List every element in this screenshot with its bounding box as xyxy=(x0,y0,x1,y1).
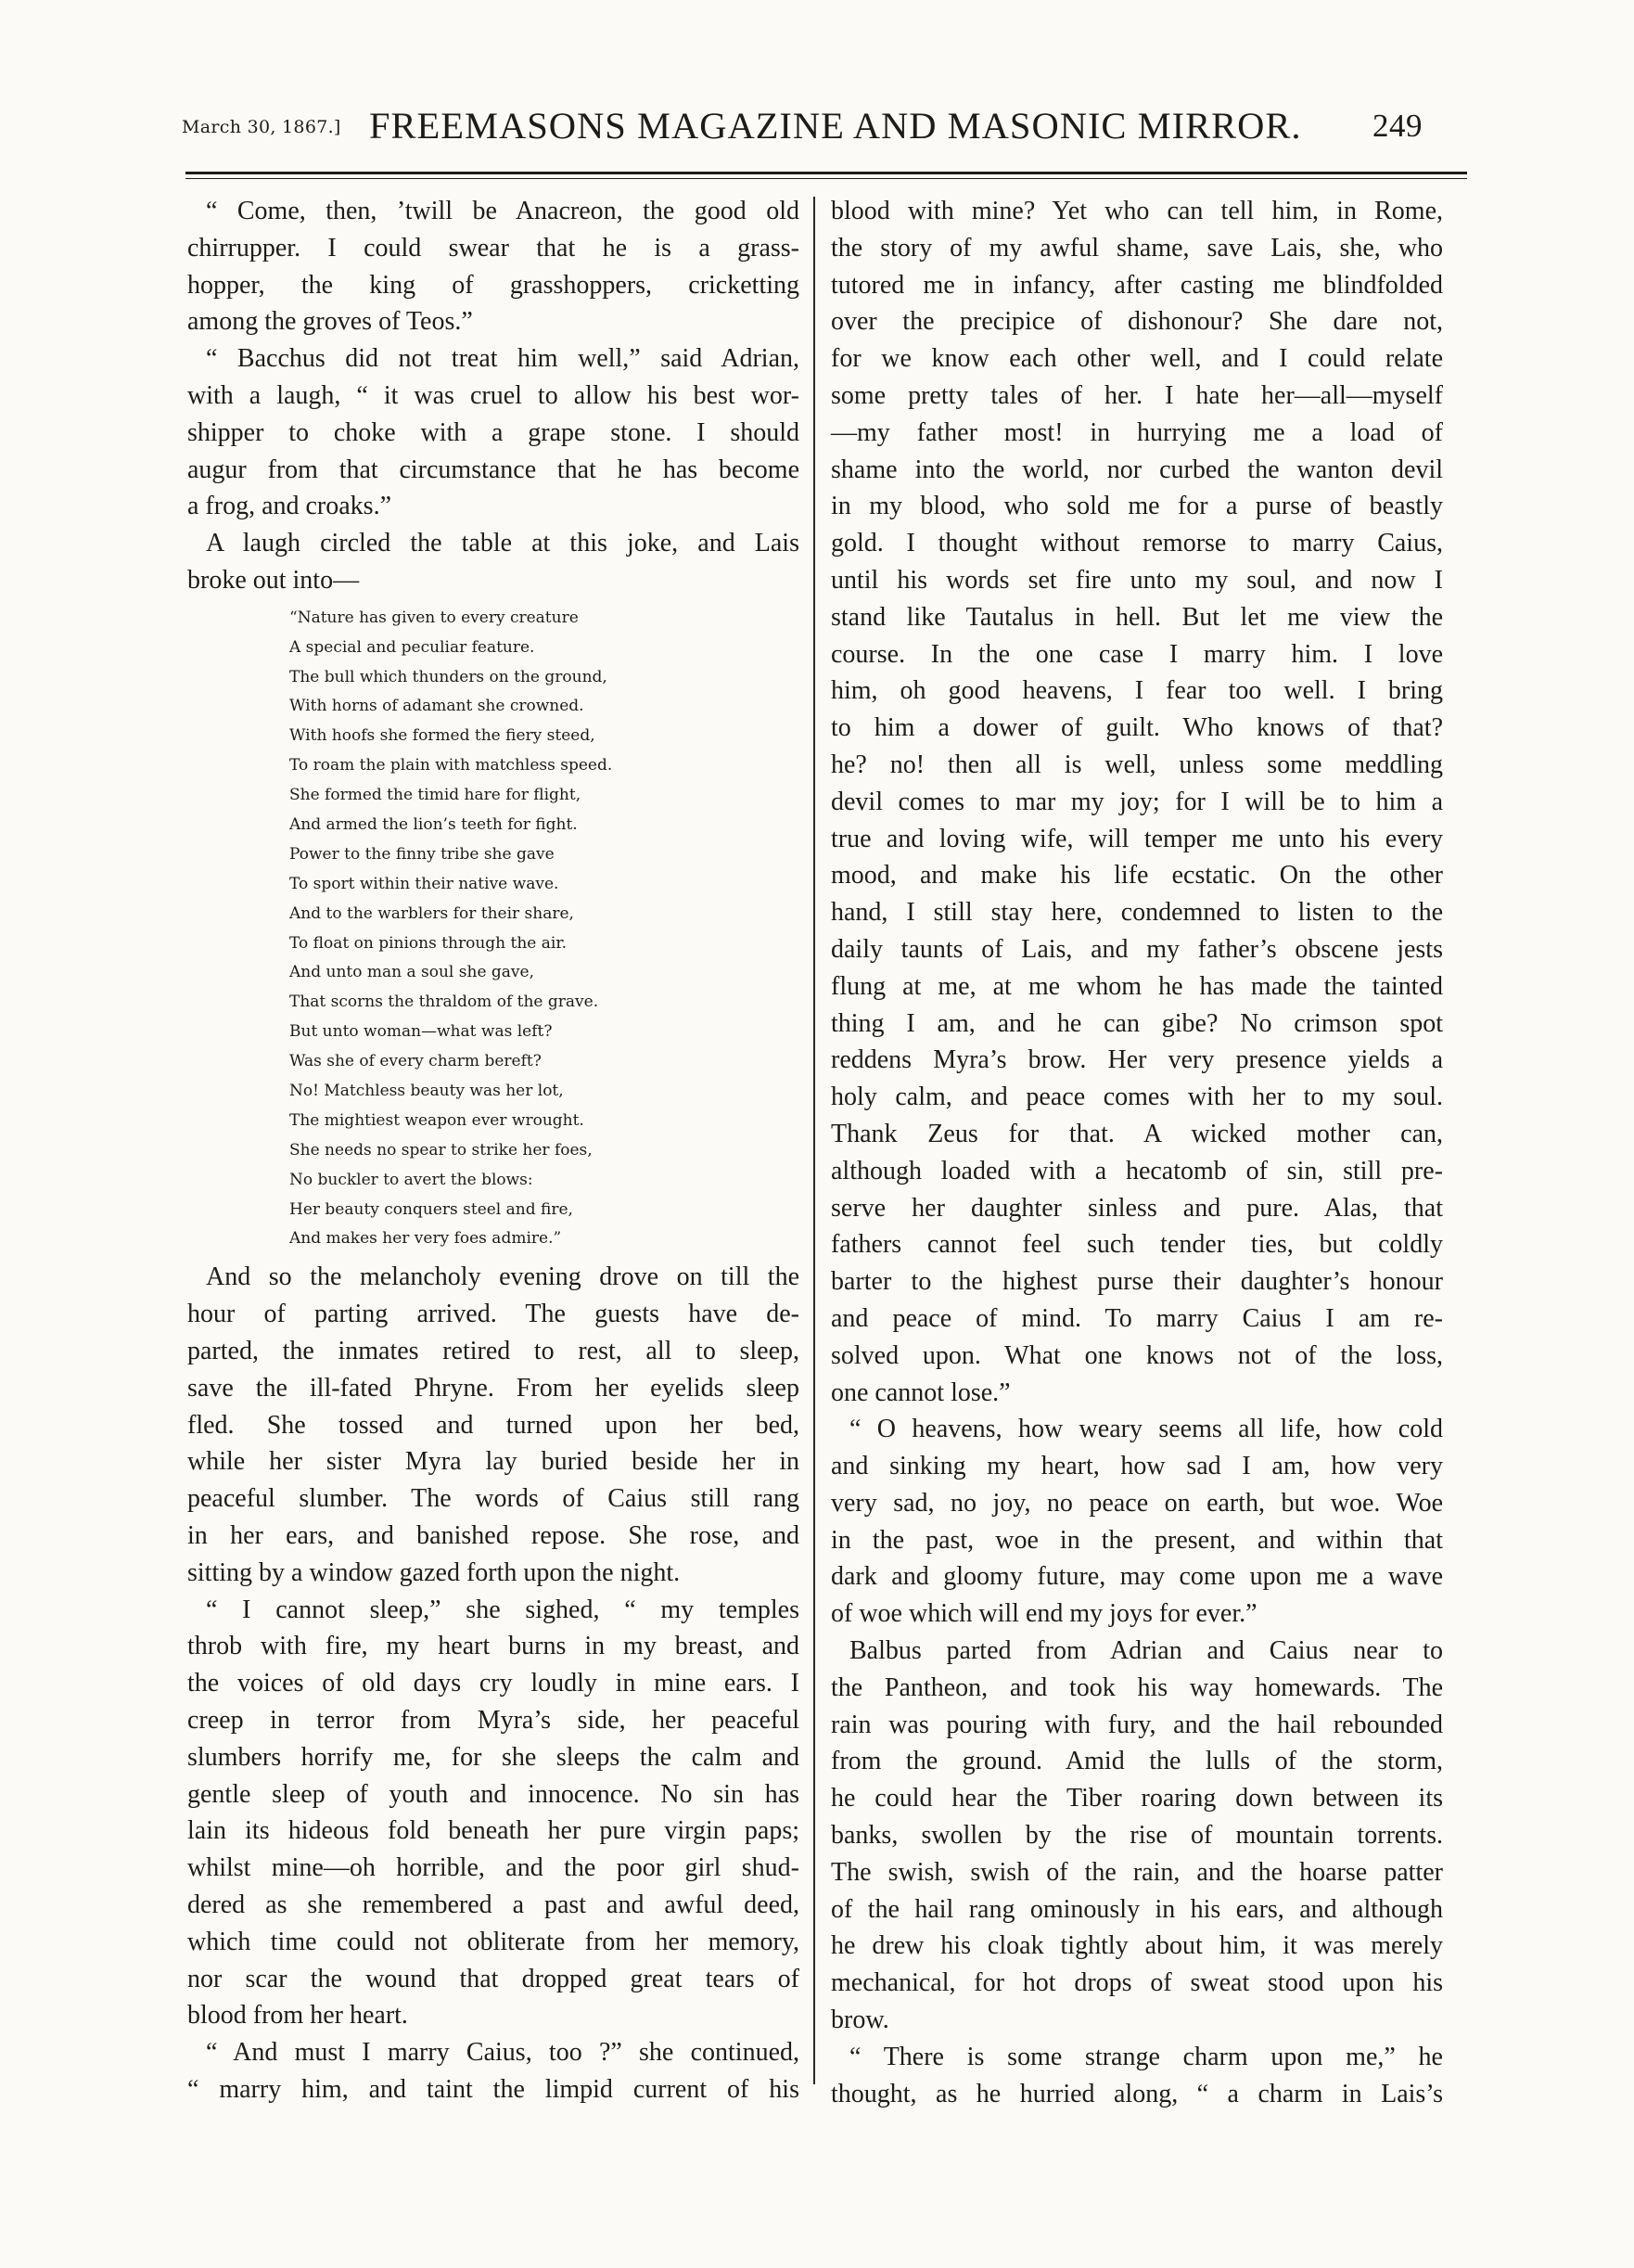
text-line: dered as she remembered a past and awful deed, xyxy=(187,1890,799,1919)
poem-line: She needs no spear to strike her foes, xyxy=(289,1140,593,1160)
text-line: nor scar the wound that dropped great tears of xyxy=(187,1964,799,1993)
text-line: thing I am, and he can gibe? No crimson spot xyxy=(831,1008,1443,1038)
poem-line: To roam the plain with matchless speed. xyxy=(289,756,613,775)
poem-line: To sport within their native wave. xyxy=(289,874,559,893)
text-line: whilst mine—oh horrible, and the poor girl shud- xyxy=(187,1853,799,1883)
poem-line: And armed the lion’s teeth for fight. xyxy=(289,815,578,834)
text-line: he drew his cloak tightly about him, it was merely xyxy=(831,1931,1443,1961)
text-line: mood, and make his life ecstatic. On the other xyxy=(831,861,1443,891)
text-line: for we know each other well, and I could relate xyxy=(831,344,1443,374)
page-number: 249 xyxy=(1372,108,1423,144)
text-line: blood with mine? Yet who can tell him, in Rome, xyxy=(831,197,1443,225)
text-line: stand like Tautalus in hell. But let me view the xyxy=(831,602,1443,632)
text-line: daily taunts of Lais, and my father’s obscene jests xyxy=(831,934,1443,964)
poem-line: The bull which thunders on the ground, xyxy=(289,667,607,686)
text-line: in my blood, who sold me for a purse of beastly xyxy=(831,492,1443,521)
text-line: mechanical, for hot drops of sweat stood upon his xyxy=(831,1968,1443,1998)
text-line: “ Bacchus did not treat him well,” said Adrian, xyxy=(206,344,799,374)
poem-line: She formed the timid hare for flight, xyxy=(289,786,581,805)
text-line: holy calm, and peace comes with her to my soul. xyxy=(831,1083,1443,1112)
text-line: he? no! then all is well, unless some meddling xyxy=(831,750,1443,779)
text-line: The swish, swish of the rain, and the hoarse patter xyxy=(831,1857,1443,1887)
text-line: “ There is some strange charm upon me,” he xyxy=(849,2042,1443,2071)
text-line: the voices of old days cry loudly in mine ears. I xyxy=(187,1669,799,1698)
poem-line: The mightiest weapon ever wrought. xyxy=(289,1110,584,1130)
poem-line: No! Matchless beauty was her lot, xyxy=(289,1082,564,1101)
poem-line: “Nature has given to every creature xyxy=(289,608,579,627)
text-line: fathers cannot feel such tender ties, but coldly xyxy=(831,1230,1443,1260)
text-line: —my father most! in hurrying me a load of xyxy=(831,417,1443,447)
text-line: the Pantheon, and took his way homewards. The xyxy=(831,1672,1443,1702)
text-line: serve her daughter sinless and pure. Alas, that xyxy=(831,1193,1443,1223)
text-line: thought, as he hurried along, “ a charm in Lais’s xyxy=(831,2079,1443,2108)
poem-line: With horns of adamant she crowned. xyxy=(289,697,584,716)
text-line: solved upon. What one knows not of the loss, xyxy=(831,1340,1443,1370)
text-line: dark and gloomy future, may come upon me a wave xyxy=(831,1562,1443,1592)
poem-line: Power to the finny tribe she gave xyxy=(289,844,555,864)
text-line: “ marry him, and taint the limpid current of his xyxy=(187,2074,799,2104)
text-line: while her sister Myra lay buried beside her in xyxy=(187,1447,799,1477)
text-line: sitting by a window gazed forth upon the night. xyxy=(187,1557,681,1587)
text-line: slumbers horrify me, for she sleeps the calm and xyxy=(187,1742,799,1772)
text-line: broke out into— xyxy=(187,565,360,595)
paragraph xyxy=(187,1592,799,2035)
poem-line: No buckler to avert the blows: xyxy=(289,1170,533,1189)
page-header xyxy=(0,0,1634,186)
text-line: and sinking my heart, how sad I am, how very xyxy=(831,1452,1443,1481)
text-line: very sad, no joy, no peace on earth, but woe. Woe xyxy=(831,1488,1443,1518)
text-line: true and loving wife, will temper me unto his every xyxy=(831,824,1443,853)
text-line: course. In the one case I marry him. I love xyxy=(831,639,1443,669)
text-line: gentle sleep of youth and innocence. No sin has xyxy=(187,1779,799,1809)
text-line: some pretty tales of her. I hate her—all—myself xyxy=(831,380,1443,410)
poem-line: That scorns the thraldom of the grave. xyxy=(289,993,599,1012)
text-line: him, oh good heavens, I fear too well. I bring xyxy=(831,676,1443,706)
text-line: tutored me in infancy, after casting me blindfolded xyxy=(831,270,1443,300)
text-line: “ I cannot sleep,” she sighed, “ my temples xyxy=(206,1595,799,1624)
paragraph xyxy=(187,525,799,599)
text-line: although loaded with a hecatomb of sin, still pre- xyxy=(831,1156,1443,1185)
text-line: parted, the inmates retired to rest, all to sleep, xyxy=(187,1336,799,1365)
text-line: in her ears, and banished repose. She rose, and xyxy=(187,1520,799,1550)
paragraph xyxy=(187,1259,799,1591)
text-line: among the groves of Teos.” xyxy=(187,307,473,337)
text-line: rain was pouring with fury, and the hail rebounded xyxy=(831,1710,1443,1739)
text-line: brow. xyxy=(831,2005,889,2035)
poem-line: And makes her very foes admire.” xyxy=(289,1229,562,1249)
paragraph xyxy=(187,2034,799,2108)
text-line: from the ground. Amid the lulls of the storm, xyxy=(831,1747,1443,1776)
text-line: barter to the highest purse their daughter’s honour xyxy=(831,1267,1443,1297)
text-line: and peace of mind. To marry Caius I am re- xyxy=(831,1303,1443,1333)
header-rule xyxy=(185,172,1467,174)
column-divider xyxy=(813,197,815,2084)
text-line: banks, swollen by the rise of mountain torrents. xyxy=(831,1821,1443,1851)
text-line: Thank Zeus for that. A wicked mother can, xyxy=(831,1119,1443,1148)
text-line: of woe which will end my joys for ever.” xyxy=(831,1599,1257,1629)
text-line: with a laugh, “ it was cruel to allow his best wor- xyxy=(187,380,799,410)
issue-date: March 30, 1867.] xyxy=(182,117,341,137)
poem xyxy=(289,604,799,1255)
text-line: of the hail rang ominously in his ears, and although xyxy=(831,1894,1443,1924)
text-line: peaceful slumber. The words of Caius still rang xyxy=(187,1484,799,1514)
text-line: “ Come, then, ’twill be Anacreon, the good old xyxy=(206,197,799,225)
publication-title: FREEMASONS MAGAZINE AND MASONIC MIRROR. xyxy=(369,105,1302,147)
text-line: throb with fire, my heart burns in my breast, and xyxy=(187,1632,799,1661)
text-line: hand, I still stay here, condemned to listen to the xyxy=(831,898,1443,928)
text-line: shame into the world, nor curbed the wanton devil xyxy=(831,455,1443,484)
text-line: lain its hideous fold beneath her pure virgin paps; xyxy=(187,1816,799,1846)
text-line: hour of parting arrived. The guests have de- xyxy=(187,1300,799,1329)
text-line: he could hear the Tiber roaring down between its xyxy=(831,1784,1443,1813)
text-line: until his words set fire unto my soul, and now I xyxy=(831,565,1443,595)
poem-line: A special and peculiar feature. xyxy=(289,637,535,657)
left-column xyxy=(187,193,799,2108)
paragraph xyxy=(831,2039,1443,2113)
paragraph xyxy=(831,1411,1443,1633)
text-line: one cannot lose.” xyxy=(831,1377,1011,1407)
right-column xyxy=(831,193,1443,2112)
text-line: save the ill-fated Phryne. From her eyelids sleep xyxy=(187,1373,799,1403)
poem-line: Her beauty conquers steel and fire, xyxy=(289,1199,573,1219)
text-line: creep in terror from Myra’s side, her peaceful xyxy=(187,1705,799,1735)
text-line: a frog, and croaks.” xyxy=(187,492,392,521)
text-line: over the precipice of dishonour? She dare not, xyxy=(831,307,1443,337)
text-line: to him a dower of guilt. Who knows of that? xyxy=(831,713,1443,743)
text-line: fled. She tossed and turned upon her bed, xyxy=(187,1410,799,1440)
text-line: Balbus parted from Adrian and Caius near to xyxy=(849,1636,1443,1666)
text-line: flung at me, at me whom he has made the tainted xyxy=(831,971,1443,1001)
text-line: chirrupper. I could swear that he is a grass- xyxy=(187,233,799,263)
text-line: A laugh circled the table at this joke, and Lais xyxy=(206,529,799,558)
poem-line: With hoofs she formed the fiery steed, xyxy=(289,726,595,746)
text-line: blood from her heart. xyxy=(187,2001,408,2031)
poem-line: And unto man a soul she gave, xyxy=(289,963,534,982)
text-line: And so the melancholy evening drove on till the xyxy=(206,1262,799,1292)
text-line: reddens Myra’s brow. Her very presence yields a xyxy=(831,1045,1443,1075)
text-line: hopper, the king of grasshoppers, cricketting xyxy=(187,270,799,300)
text-line: in the past, woe in the present, and within that xyxy=(831,1525,1443,1555)
text-line: gold. I thought without remorse to marry Caius, xyxy=(831,529,1443,558)
text-line: which time could not obliterate from her memory, xyxy=(187,1927,799,1956)
text-line: shipper to choke with a grape stone. I should xyxy=(187,417,799,447)
poem-line: Was she of every charm bereft? xyxy=(289,1052,542,1071)
text-line: devil comes to mar my joy; for I will be to him a xyxy=(831,787,1443,816)
poem-line: And to the warblers for their share, xyxy=(289,903,574,923)
paragraph xyxy=(831,1633,1443,2039)
text-line: the story of my awful shame, save Lais, she, who xyxy=(831,233,1443,263)
text-line: “ And must I marry Caius, too ?” she continued, xyxy=(206,2038,799,2068)
paragraph xyxy=(831,193,1443,1411)
poem-line: To float on pinions through the air. xyxy=(289,933,568,953)
text-line: “ O heavens, how weary seems all life, how cold xyxy=(849,1415,1443,1444)
text-line: augur from that circumstance that he has become xyxy=(187,455,799,484)
paragraph xyxy=(187,340,799,525)
poem-line: But unto woman—what was left? xyxy=(289,1022,553,1042)
header-rule-thin xyxy=(185,178,1467,179)
paragraph xyxy=(187,193,799,340)
